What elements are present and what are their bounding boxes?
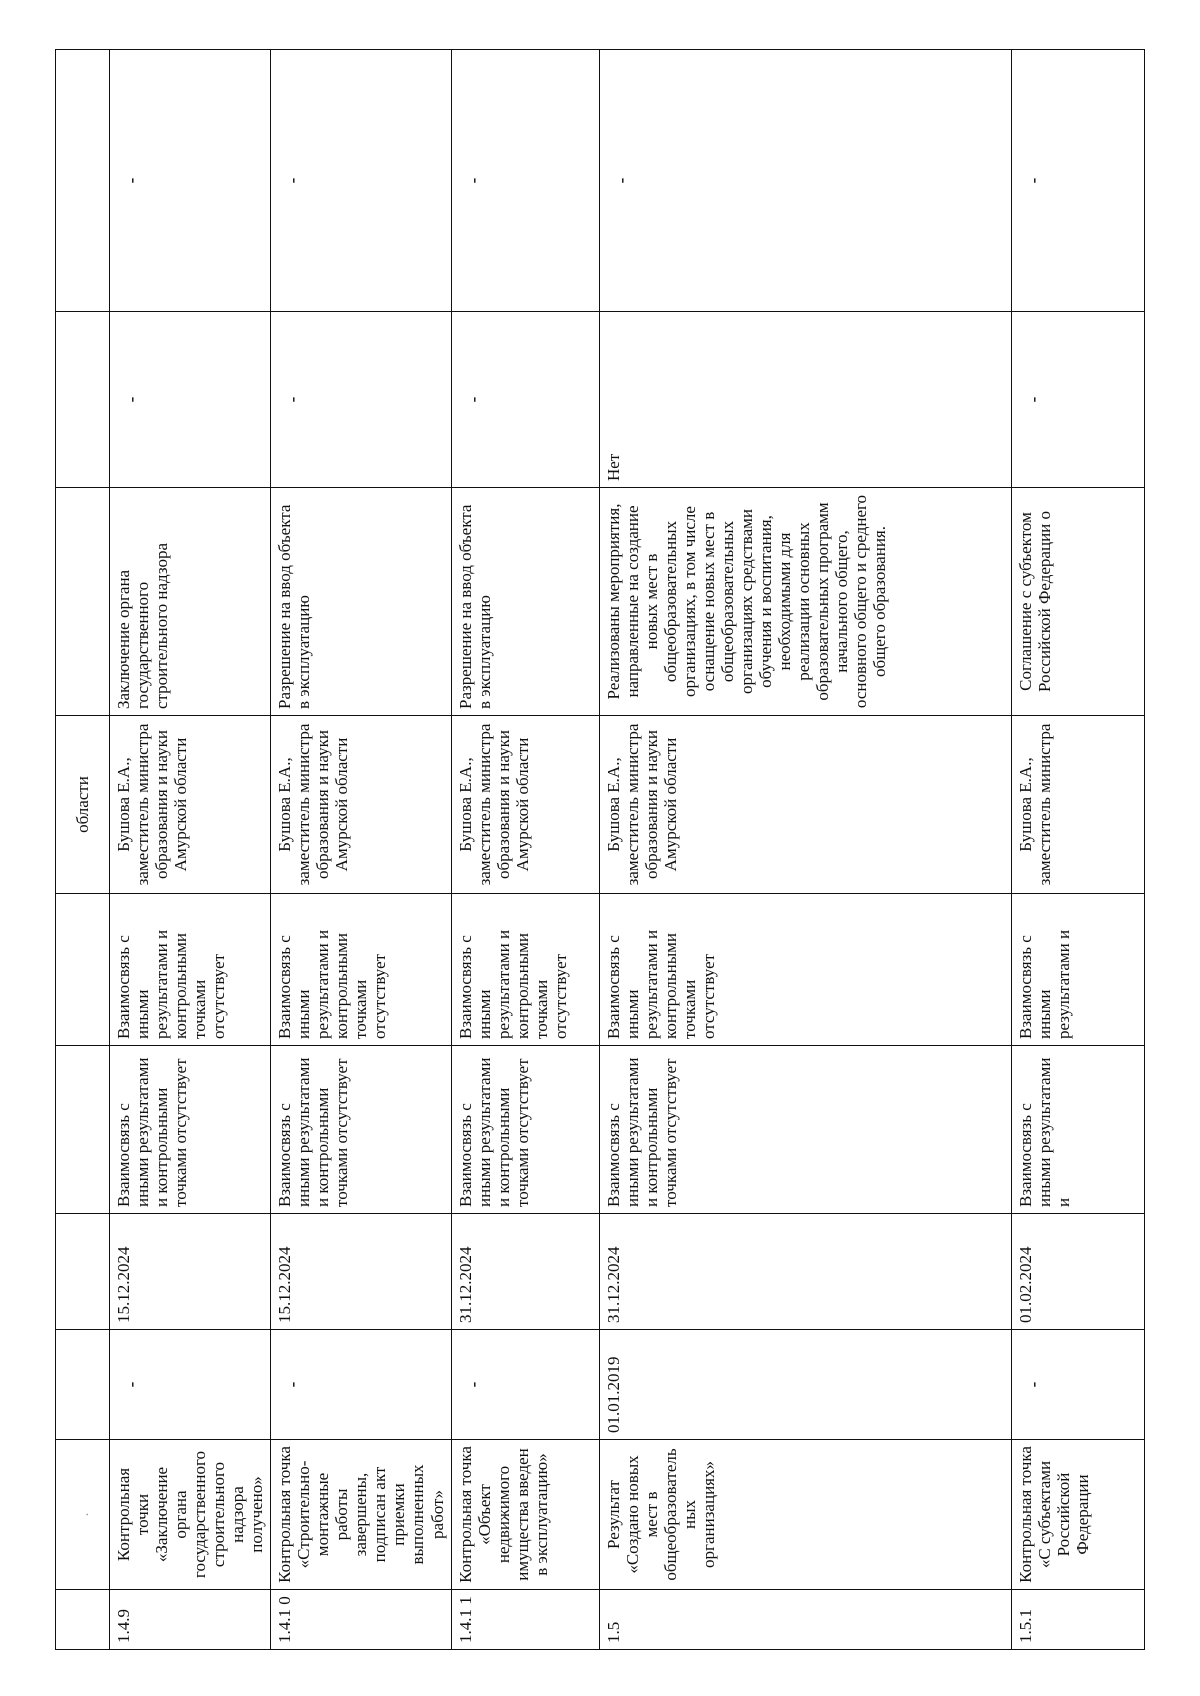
row-document: Реализованы мероприятия, направленные на создание новых мест в общеобразовательных организациях, в том числе оснащение новых мест в общеобразовательных организациях средствами обучения и воспитания, необходимыми для реализации основных образовательных программ начального общего, основного общего и среднего общего образования. [599, 488, 1011, 716]
row-prev-link: Взаимосвязь с иными результатами и контрольными точками отсутствует [271, 1046, 451, 1214]
row-info [271, 312, 451, 488]
table-row [451, 50, 599, 1650]
last-value: - [122, 177, 141, 184]
header-cell-document [56, 488, 110, 716]
row-name: Контрольная точки «Заключение органа государственного строительного надзора получено» [110, 1440, 271, 1590]
row-end: 15.12.2024 [110, 1214, 271, 1330]
row-start [451, 1330, 599, 1440]
row-responsible: Бушова Е.А., заместитель министра образования и науки Амурской области [599, 716, 1011, 894]
last-value: - [1023, 177, 1043, 184]
start-value: - [283, 1381, 303, 1388]
header-cell-start [56, 1330, 110, 1440]
row-next-link: Взаимосвязь с иными результатами и контрольными точками отсутствует [599, 894, 1011, 1046]
row-end: 31.12.2024 [599, 1214, 1011, 1330]
header-cell-end [56, 1214, 110, 1330]
row-last [1011, 50, 1144, 312]
header-cell-next [56, 894, 110, 1046]
row-info [110, 312, 271, 488]
row-document: Соглашение с субъектом Российской Федерации о [1011, 488, 1144, 716]
row-responsible: Бушова Е.А., заместитель министра образования и науки Амурской области [110, 716, 271, 894]
row-document: Разрешение на ввод объекта в эксплуатацию [271, 488, 451, 716]
row-info [1011, 312, 1144, 488]
row-number: 1.4.9 [110, 1590, 271, 1650]
row-prev-link: Взаимосвязь с иными результатами и контрольными точками отсутствует [110, 1046, 271, 1214]
header-cell-name [56, 1440, 110, 1590]
row-responsible: Бушова Е.А., заместитель министра [1011, 716, 1144, 894]
row-start: 01.01.2019 [599, 1330, 1011, 1440]
row-start [1011, 1330, 1144, 1440]
row-end: 01.02.2024 [1011, 1214, 1144, 1330]
row-last [451, 50, 599, 312]
table-row [271, 50, 451, 1650]
row-number: 1.4.1 1 [451, 1590, 599, 1650]
row-number: 1.5 [599, 1590, 1011, 1650]
row-info [451, 312, 599, 488]
row-next-link: Взаимосвязь с иными результатами и контрольными точками отсутствует [110, 894, 271, 1046]
start-value: - [122, 1381, 141, 1388]
row-name: Контрольная точка «С субъектами Российской Федерации [1011, 1440, 1144, 1590]
row-name: Контрольная точка «Строительно-монтажные работы завершены, подписан акт приемки выполненных работ» [271, 1440, 451, 1590]
header-cell-num [56, 1590, 110, 1650]
row-responsible: Бушова Е.А., заместитель министра образования и науки Амурской области [271, 716, 451, 894]
plan-table [55, 49, 1145, 1650]
row-number: 1.4.1 0 [271, 1590, 451, 1650]
info-value: - [122, 396, 141, 403]
row-prev-link: Взаимосвязь с иными результатами и контрольными точками отсутствует [599, 1046, 1011, 1214]
start-value: - [463, 1381, 483, 1388]
row-name: Результат «Создано новых мест в общеобразовательных организациях» [599, 1440, 1011, 1590]
row-start [271, 1330, 451, 1440]
table-row [599, 50, 1011, 1650]
last-value: - [463, 177, 483, 184]
row-prev-link: Взаимосвязь с иными результатами и [1011, 1046, 1144, 1214]
info-value: - [463, 396, 483, 403]
header-cell-info [56, 312, 110, 488]
row-end: 15.12.2024 [271, 1214, 451, 1330]
last-value: - [611, 177, 631, 184]
header-cell-responsible [56, 716, 110, 894]
start-value: - [1023, 1381, 1043, 1388]
header-row [56, 50, 110, 1650]
row-last [110, 50, 271, 312]
row-start [110, 1330, 271, 1440]
row-info: Нет [599, 312, 1011, 488]
last-value: - [283, 177, 303, 184]
header-cell-last [56, 50, 110, 312]
row-next-link: Взаимосвязь с иными результатами и контрольными точками отсутствует [451, 894, 599, 1046]
info-value: - [283, 396, 303, 403]
row-document: Разрешение на ввод объекта в эксплуатацию [451, 488, 599, 716]
row-next-link: Взаимосвязь с иными результатами и [1011, 894, 1144, 1046]
row-responsible: Бушова Е.А., заместитель министра образования и науки Амурской области [451, 716, 599, 894]
faint-mark: . [76, 1512, 92, 1517]
header-region-label: области [72, 776, 92, 833]
row-name: Контрольная точка «Объект недвижимого имущества введен в эксплуатацию» [451, 1440, 599, 1590]
info-value: - [1023, 396, 1043, 403]
table-row [110, 50, 271, 1650]
row-number: 1.5.1 [1011, 1590, 1144, 1650]
table-row [1011, 50, 1144, 1650]
row-prev-link: Взаимосвязь с иными результатами и контрольными точками отсутствует [451, 1046, 599, 1214]
row-last [599, 50, 1011, 312]
row-end: 31.12.2024 [451, 1214, 599, 1330]
row-next-link: Взаимосвязь с иными результатами и контрольными точками отсутствует [271, 894, 451, 1046]
row-last [271, 50, 451, 312]
header-cell-prev [56, 1046, 110, 1214]
row-document: Заключение органа государственного строительного надзора [110, 488, 271, 716]
rotated-table-container [55, 50, 1115, 1650]
